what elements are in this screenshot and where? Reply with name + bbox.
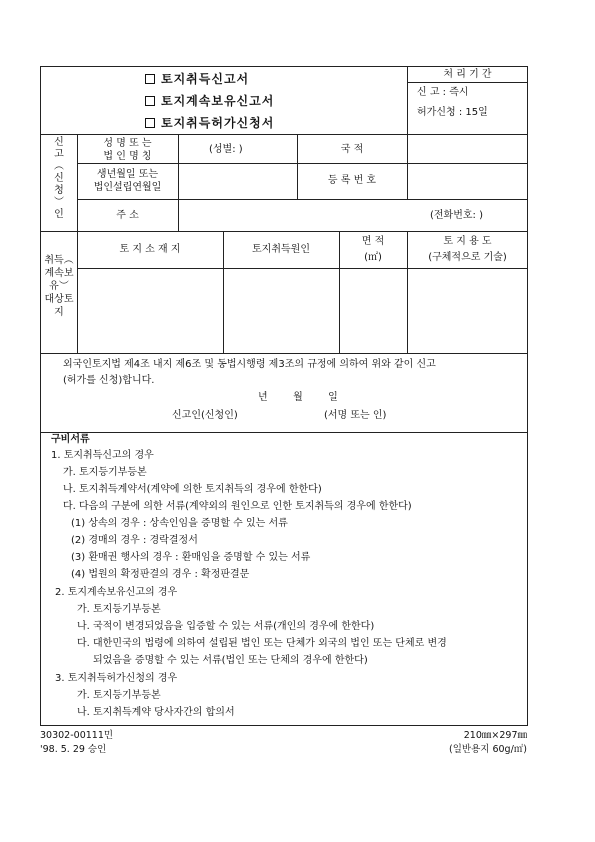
docs-item: (2) 경매의 경우 : 경락결정서 bbox=[71, 535, 198, 546]
checkbox-permit[interactable] bbox=[145, 118, 155, 128]
checkbox-continued[interactable] bbox=[145, 96, 155, 106]
target-col3-line bbox=[407, 231, 408, 353]
docs-item: 3. 토지취득허가신청의 경우 bbox=[55, 673, 178, 684]
processing-permit: 허가신청 : 15일 bbox=[417, 107, 488, 118]
docs-item: 가. 토지등기부등본 bbox=[63, 467, 147, 478]
reg-label: 등 록 번 호 bbox=[327, 175, 377, 186]
statement-line1: 외국인토지법 제4조 내지 제6조 및 동법시행령 제3조의 규정에 의하여 위와 같이 신고 bbox=[63, 359, 436, 370]
title-permit: 토지취득허가신청서 bbox=[145, 117, 274, 129]
processing-header-line bbox=[407, 82, 528, 83]
docs-item: 2. 토지계속보유신고의 경우 bbox=[55, 587, 178, 598]
applicant-right-line bbox=[407, 134, 408, 199]
target-bottom-line bbox=[41, 353, 528, 354]
signer-label: 신고인(신청인) bbox=[172, 410, 238, 421]
target-header-line bbox=[77, 268, 528, 269]
birth-label: 생년월일 또는 법인설립연월일 bbox=[93, 169, 162, 193]
processing-report: 신 고 : 즉시 bbox=[417, 87, 469, 98]
docs-item: 나. 토지취득계약 당사자간의 합의서 bbox=[77, 707, 235, 718]
name-label: 성 명 또 는 법 인 명 칭 bbox=[103, 138, 152, 162]
docs-item: 나. 국적이 변경되었음을 입증할 수 있는 서류(개인의 경우에 한한다) bbox=[77, 621, 375, 632]
docs-item: 나. 토지취득계약서(계약에 의한 토지취득의 경우에 한한다) bbox=[63, 484, 322, 495]
use-note: (구체적으로 기술) bbox=[428, 252, 507, 263]
title-bottom-line bbox=[41, 134, 528, 135]
area-unit: (㎡) bbox=[364, 252, 382, 263]
statement-line2: (허가를 신청)합니다. bbox=[63, 375, 155, 386]
docs-heading: 구비서류 bbox=[51, 434, 90, 445]
form-code: 30302-00111민 bbox=[40, 730, 114, 741]
location-header: 토 지 소 재 지 bbox=[119, 244, 181, 255]
statement-bottom-line bbox=[41, 432, 528, 433]
docs-item: (3) 환매권 행사의 경우 : 환매임을 증명할 수 있는 서류 bbox=[71, 552, 311, 563]
docs-item: 가. 토지등기부등본 bbox=[77, 604, 161, 615]
use-header: 토 지 용 도 bbox=[443, 236, 492, 247]
area-header: 면 적 bbox=[361, 236, 385, 247]
cause-header: 토지취득원인 bbox=[252, 244, 310, 255]
address-label: 주 소 bbox=[116, 210, 139, 221]
target-section-label: 취득︵ 계속보 유︶ 대상토 지 bbox=[44, 255, 74, 318]
docs-item: 되었음을 증명할 수 있는 서류(법인 또는 단체의 경우에 한한다) bbox=[93, 655, 368, 666]
nationality-label: 국 적 bbox=[340, 144, 364, 155]
statement-date[interactable]: 년 월 일 bbox=[258, 392, 338, 403]
docs-item: 1. 토지취득신고의 경우 bbox=[51, 450, 154, 461]
land-report-form bbox=[40, 66, 528, 726]
docs-item: 다. 대한민국의 법령에 의하여 설립된 법인 또는 단체가 외국의 법인 또는 단체로 변경 bbox=[77, 638, 447, 649]
gender-field[interactable]: (성별: ) bbox=[209, 144, 243, 155]
title-acquisition: 토지취득신고서 bbox=[145, 73, 249, 85]
docs-item: 가. 토지등기부등본 bbox=[77, 690, 161, 701]
docs-item: 다. 다음의 구분에 의한 서류(계약외의 원인으로 인한 토지취득의 경우에 한한다) bbox=[63, 501, 412, 512]
processing-header: 처 리 기 간 bbox=[443, 69, 492, 80]
paper-size: 210㎜×297㎜ bbox=[463, 730, 527, 741]
applicant-row1-line bbox=[77, 163, 528, 164]
applicant-section-label: 신 고 ︵ 신 청 ︶ 인 bbox=[54, 137, 64, 220]
target-col2-line bbox=[339, 231, 340, 353]
phone-field[interactable]: (전화번호: ) bbox=[430, 210, 483, 221]
title-continued: 토지계속보유신고서 bbox=[145, 95, 274, 107]
applicant-bottom-line bbox=[41, 231, 528, 232]
paper-weight: (일반용지 60g/㎡) bbox=[449, 744, 527, 755]
docs-item: (4) 법원의 확정판결의 경우 : 확정판결문 bbox=[71, 569, 250, 580]
applicant-label-line bbox=[178, 134, 179, 231]
checkbox-acquisition[interactable] bbox=[145, 74, 155, 84]
applicant-row2-line bbox=[77, 199, 528, 200]
docs-item: (1) 상속의 경우 : 상속인임을 증명할 수 있는 서류 bbox=[71, 518, 288, 529]
sign-note: (서명 또는 인) bbox=[324, 410, 387, 421]
approval-date: '98. 5. 29 승인 bbox=[40, 744, 107, 755]
